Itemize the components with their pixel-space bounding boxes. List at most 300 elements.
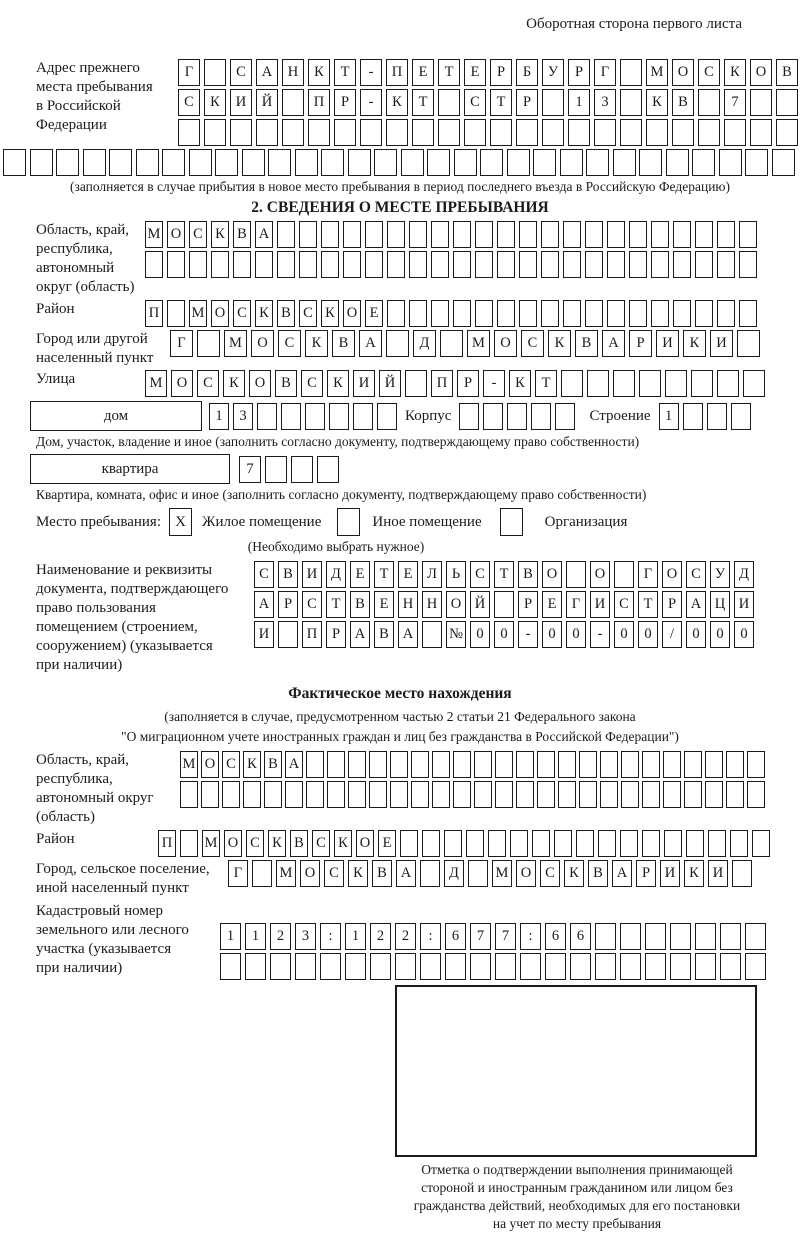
- char-cell[interactable]: [708, 830, 726, 857]
- char-cell[interactable]: [466, 830, 484, 857]
- char-cell[interactable]: [432, 751, 450, 778]
- char-cell[interactable]: [201, 781, 219, 808]
- char-cell[interactable]: [607, 221, 625, 248]
- char-cell[interactable]: К: [308, 59, 330, 86]
- char-cell[interactable]: С: [540, 860, 560, 887]
- char-cell[interactable]: К: [724, 59, 746, 86]
- char-cell[interactable]: [242, 149, 265, 176]
- char-cell[interactable]: [663, 751, 681, 778]
- char-cell[interactable]: [343, 221, 361, 248]
- char-cell[interactable]: [278, 621, 298, 648]
- char-cell[interactable]: [321, 149, 344, 176]
- char-cell[interactable]: [345, 953, 366, 980]
- char-cell[interactable]: [409, 251, 427, 278]
- char-cell[interactable]: Й: [379, 370, 401, 397]
- char-cell[interactable]: К: [268, 830, 286, 857]
- char-cell[interactable]: [666, 149, 689, 176]
- char-cell[interactable]: [3, 149, 26, 176]
- char-cell[interactable]: [387, 251, 405, 278]
- char-cell[interactable]: [360, 119, 382, 146]
- char-cell[interactable]: Р: [457, 370, 479, 397]
- char-cell[interactable]: [145, 251, 163, 278]
- char-cell[interactable]: Г: [594, 59, 616, 86]
- char-cell[interactable]: Т: [490, 89, 512, 116]
- char-cell[interactable]: :: [520, 923, 541, 950]
- char-cell[interactable]: [401, 149, 424, 176]
- char-cell[interactable]: [167, 300, 185, 327]
- char-cell[interactable]: Т: [334, 59, 356, 86]
- char-cell[interactable]: [369, 781, 387, 808]
- char-cell[interactable]: С: [299, 300, 317, 327]
- char-cell[interactable]: Р: [490, 59, 512, 86]
- char-cell[interactable]: [717, 251, 735, 278]
- char-cell[interactable]: [600, 781, 618, 808]
- char-cell[interactable]: С: [614, 591, 634, 618]
- char-cell[interactable]: [277, 251, 295, 278]
- char-cell[interactable]: Т: [494, 561, 514, 588]
- char-cell[interactable]: [695, 300, 713, 327]
- char-cell[interactable]: [390, 781, 408, 808]
- char-cell[interactable]: [642, 781, 660, 808]
- char-cell[interactable]: [453, 300, 471, 327]
- char-cell[interactable]: Р: [326, 621, 346, 648]
- char-cell[interactable]: [400, 830, 418, 857]
- char-cell[interactable]: 1: [568, 89, 590, 116]
- char-cell[interactable]: [519, 300, 537, 327]
- char-cell[interactable]: [595, 923, 616, 950]
- char-cell[interactable]: [613, 370, 635, 397]
- char-cell[interactable]: [695, 251, 713, 278]
- char-cell[interactable]: [348, 149, 371, 176]
- checkbox-residential[interactable]: X: [169, 508, 192, 536]
- char-cell[interactable]: [306, 781, 324, 808]
- char-cell[interactable]: О: [171, 370, 193, 397]
- char-cell[interactable]: [673, 251, 691, 278]
- char-cell[interactable]: Т: [374, 561, 394, 588]
- char-cell[interactable]: С: [233, 300, 251, 327]
- char-cell[interactable]: [705, 781, 723, 808]
- char-cell[interactable]: 1: [209, 403, 229, 430]
- char-cell[interactable]: [717, 300, 735, 327]
- char-cell[interactable]: [533, 149, 556, 176]
- checkbox-other-premises[interactable]: [337, 508, 360, 536]
- char-cell[interactable]: [545, 953, 566, 980]
- char-cell[interactable]: [695, 953, 716, 980]
- char-cell[interactable]: [587, 370, 609, 397]
- char-cell[interactable]: О: [300, 860, 320, 887]
- char-cell[interactable]: К: [646, 89, 668, 116]
- char-cell[interactable]: И: [710, 330, 733, 357]
- char-cell[interactable]: [422, 621, 442, 648]
- char-cell[interactable]: 0: [710, 621, 730, 648]
- char-cell[interactable]: [305, 403, 325, 430]
- char-cell[interactable]: [665, 370, 687, 397]
- char-cell[interactable]: [395, 953, 416, 980]
- char-cell[interactable]: 2: [270, 923, 291, 950]
- char-cell[interactable]: В: [278, 561, 298, 588]
- char-cell[interactable]: [299, 221, 317, 248]
- char-cell[interactable]: [431, 300, 449, 327]
- char-cell[interactable]: [440, 330, 463, 357]
- char-cell[interactable]: [474, 751, 492, 778]
- char-cell[interactable]: [560, 149, 583, 176]
- char-cell[interactable]: -: [360, 59, 382, 86]
- char-cell[interactable]: С: [278, 330, 301, 357]
- char-cell[interactable]: К: [683, 330, 706, 357]
- char-cell[interactable]: О: [662, 561, 682, 588]
- char-cell[interactable]: [497, 221, 515, 248]
- char-cell[interactable]: [692, 149, 715, 176]
- char-cell[interactable]: [621, 751, 639, 778]
- char-cell[interactable]: [629, 251, 647, 278]
- char-cell[interactable]: 1: [659, 403, 679, 430]
- char-cell[interactable]: [670, 953, 691, 980]
- char-cell[interactable]: С: [246, 830, 264, 857]
- char-cell[interactable]: [537, 751, 555, 778]
- char-cell[interactable]: [475, 221, 493, 248]
- char-cell[interactable]: [739, 251, 757, 278]
- char-cell[interactable]: [189, 251, 207, 278]
- char-cell[interactable]: [453, 251, 471, 278]
- char-cell[interactable]: [420, 860, 440, 887]
- char-cell[interactable]: :: [320, 923, 341, 950]
- char-cell[interactable]: [204, 59, 226, 86]
- char-cell[interactable]: [698, 119, 720, 146]
- char-cell[interactable]: [377, 403, 397, 430]
- char-cell[interactable]: [691, 370, 713, 397]
- char-cell[interactable]: [495, 781, 513, 808]
- char-cell[interactable]: [180, 830, 198, 857]
- char-cell[interactable]: [386, 330, 409, 357]
- char-cell[interactable]: К: [204, 89, 226, 116]
- char-cell[interactable]: [730, 830, 748, 857]
- char-cell[interactable]: 0: [470, 621, 490, 648]
- char-cell[interactable]: [409, 221, 427, 248]
- char-cell[interactable]: [541, 251, 559, 278]
- char-cell[interactable]: [645, 923, 666, 950]
- char-cell[interactable]: Ь: [446, 561, 466, 588]
- char-cell[interactable]: [30, 149, 53, 176]
- char-cell[interactable]: [327, 751, 345, 778]
- char-cell[interactable]: [510, 830, 528, 857]
- char-cell[interactable]: [438, 89, 460, 116]
- char-cell[interactable]: 0: [638, 621, 658, 648]
- char-cell[interactable]: [745, 149, 768, 176]
- char-cell[interactable]: [585, 221, 603, 248]
- char-cell[interactable]: К: [243, 751, 261, 778]
- char-cell[interactable]: О: [224, 830, 242, 857]
- char-cell[interactable]: Е: [398, 561, 418, 588]
- char-cell[interactable]: [387, 300, 405, 327]
- char-cell[interactable]: [334, 119, 356, 146]
- char-cell[interactable]: Р: [662, 591, 682, 618]
- char-cell[interactable]: [585, 300, 603, 327]
- char-cell[interactable]: [243, 781, 261, 808]
- house-type-box[interactable]: дом: [30, 401, 202, 431]
- char-cell[interactable]: [369, 751, 387, 778]
- char-cell[interactable]: О: [590, 561, 610, 588]
- char-cell[interactable]: С: [301, 370, 323, 397]
- char-cell[interactable]: 3: [594, 89, 616, 116]
- char-cell[interactable]: И: [656, 330, 679, 357]
- char-cell[interactable]: Д: [413, 330, 436, 357]
- char-cell[interactable]: [488, 830, 506, 857]
- char-cell[interactable]: М: [467, 330, 490, 357]
- char-cell[interactable]: [222, 781, 240, 808]
- char-cell[interactable]: [570, 953, 591, 980]
- char-cell[interactable]: К: [348, 860, 368, 887]
- char-cell[interactable]: [772, 149, 795, 176]
- char-cell[interactable]: [726, 781, 744, 808]
- char-cell[interactable]: [431, 251, 449, 278]
- char-cell[interactable]: Р: [629, 330, 652, 357]
- char-cell[interactable]: [720, 923, 741, 950]
- char-cell[interactable]: [541, 300, 559, 327]
- char-cell[interactable]: 2: [395, 923, 416, 950]
- char-cell[interactable]: С: [698, 59, 720, 86]
- char-cell[interactable]: [554, 830, 572, 857]
- char-cell[interactable]: [483, 403, 503, 430]
- char-cell[interactable]: Т: [438, 59, 460, 86]
- char-cell[interactable]: С: [312, 830, 330, 857]
- char-cell[interactable]: [257, 403, 277, 430]
- char-cell[interactable]: [353, 403, 373, 430]
- char-cell[interactable]: С: [521, 330, 544, 357]
- char-cell[interactable]: [717, 370, 739, 397]
- char-cell[interactable]: С: [222, 751, 240, 778]
- char-cell[interactable]: [651, 221, 669, 248]
- char-cell[interactable]: О: [251, 330, 274, 357]
- char-cell[interactable]: М: [145, 221, 163, 248]
- char-cell[interactable]: С: [189, 221, 207, 248]
- char-cell[interactable]: [576, 830, 594, 857]
- char-cell[interactable]: [672, 119, 694, 146]
- char-cell[interactable]: [295, 149, 318, 176]
- char-cell[interactable]: [752, 830, 770, 857]
- char-cell[interactable]: К: [211, 221, 229, 248]
- char-cell[interactable]: [83, 149, 106, 176]
- char-cell[interactable]: -: [483, 370, 505, 397]
- char-cell[interactable]: [444, 830, 462, 857]
- char-cell[interactable]: 6: [545, 923, 566, 950]
- char-cell[interactable]: [686, 830, 704, 857]
- char-cell[interactable]: [432, 781, 450, 808]
- char-cell[interactable]: Л: [422, 561, 442, 588]
- char-cell[interactable]: [563, 251, 581, 278]
- char-cell[interactable]: Е: [374, 591, 394, 618]
- char-cell[interactable]: 6: [445, 923, 466, 950]
- char-cell[interactable]: [673, 300, 691, 327]
- char-cell[interactable]: [646, 119, 668, 146]
- char-cell[interactable]: А: [612, 860, 632, 887]
- char-cell[interactable]: Р: [278, 591, 298, 618]
- char-cell[interactable]: [720, 953, 741, 980]
- char-cell[interactable]: К: [305, 330, 328, 357]
- char-cell[interactable]: [566, 561, 586, 588]
- char-cell[interactable]: Р: [334, 89, 356, 116]
- char-cell[interactable]: [598, 830, 616, 857]
- char-cell[interactable]: [211, 251, 229, 278]
- char-cell[interactable]: Г: [178, 59, 200, 86]
- char-cell[interactable]: С: [197, 370, 219, 397]
- char-cell[interactable]: [642, 751, 660, 778]
- char-cell[interactable]: Т: [412, 89, 434, 116]
- char-cell[interactable]: Н: [398, 591, 418, 618]
- char-cell[interactable]: К: [321, 300, 339, 327]
- char-cell[interactable]: [390, 751, 408, 778]
- char-cell[interactable]: Н: [422, 591, 442, 618]
- char-cell[interactable]: С: [324, 860, 344, 887]
- char-cell[interactable]: [480, 149, 503, 176]
- char-cell[interactable]: [642, 830, 660, 857]
- char-cell[interactable]: [516, 119, 538, 146]
- char-cell[interactable]: М: [189, 300, 207, 327]
- char-cell[interactable]: П: [386, 59, 408, 86]
- char-cell[interactable]: [453, 751, 471, 778]
- char-cell[interactable]: [555, 403, 575, 430]
- char-cell[interactable]: А: [398, 621, 418, 648]
- char-cell[interactable]: [317, 456, 339, 483]
- char-cell[interactable]: О: [494, 330, 517, 357]
- char-cell[interactable]: Е: [412, 59, 434, 86]
- char-cell[interactable]: [726, 751, 744, 778]
- char-cell[interactable]: [542, 119, 564, 146]
- char-cell[interactable]: 0: [494, 621, 514, 648]
- char-cell[interactable]: О: [672, 59, 694, 86]
- char-cell[interactable]: [520, 953, 541, 980]
- char-cell[interactable]: 6: [570, 923, 591, 950]
- char-cell[interactable]: П: [158, 830, 176, 857]
- char-cell[interactable]: М: [180, 751, 198, 778]
- char-cell[interactable]: [776, 119, 798, 146]
- char-cell[interactable]: [620, 119, 642, 146]
- char-cell[interactable]: [739, 300, 757, 327]
- char-cell[interactable]: [348, 751, 366, 778]
- char-cell[interactable]: И: [353, 370, 375, 397]
- char-cell[interactable]: [277, 221, 295, 248]
- char-cell[interactable]: 3: [233, 403, 253, 430]
- char-cell[interactable]: 0: [614, 621, 634, 648]
- char-cell[interactable]: [607, 300, 625, 327]
- char-cell[interactable]: [256, 119, 278, 146]
- char-cell[interactable]: [585, 251, 603, 278]
- char-cell[interactable]: [343, 251, 361, 278]
- char-cell[interactable]: Г: [170, 330, 193, 357]
- char-cell[interactable]: 7: [724, 89, 746, 116]
- char-cell[interactable]: В: [332, 330, 355, 357]
- char-cell[interactable]: [490, 119, 512, 146]
- char-cell[interactable]: [189, 149, 212, 176]
- char-cell[interactable]: [698, 89, 720, 116]
- char-cell[interactable]: [563, 300, 581, 327]
- char-cell[interactable]: А: [254, 591, 274, 618]
- char-cell[interactable]: [724, 119, 746, 146]
- char-cell[interactable]: А: [686, 591, 706, 618]
- char-cell[interactable]: А: [359, 330, 382, 357]
- char-cell[interactable]: :: [420, 923, 441, 950]
- char-cell[interactable]: Е: [542, 591, 562, 618]
- char-cell[interactable]: В: [372, 860, 392, 887]
- char-cell[interactable]: [468, 860, 488, 887]
- char-cell[interactable]: Р: [568, 59, 590, 86]
- char-cell[interactable]: [162, 149, 185, 176]
- char-cell[interactable]: О: [542, 561, 562, 588]
- char-cell[interactable]: [412, 119, 434, 146]
- char-cell[interactable]: [497, 251, 515, 278]
- char-cell[interactable]: [56, 149, 79, 176]
- apartment-type-box[interactable]: квартира: [30, 454, 230, 484]
- char-cell[interactable]: -: [360, 89, 382, 116]
- char-cell[interactable]: [180, 781, 198, 808]
- char-cell[interactable]: К: [684, 860, 704, 887]
- char-cell[interactable]: [230, 119, 252, 146]
- char-cell[interactable]: М: [224, 330, 247, 357]
- char-cell[interactable]: 7: [239, 456, 261, 483]
- char-cell[interactable]: [745, 953, 766, 980]
- char-cell[interactable]: В: [776, 59, 798, 86]
- char-cell[interactable]: -: [518, 621, 538, 648]
- char-cell[interactable]: А: [256, 59, 278, 86]
- char-cell[interactable]: П: [431, 370, 453, 397]
- char-cell[interactable]: [321, 251, 339, 278]
- char-cell[interactable]: Р: [636, 860, 656, 887]
- char-cell[interactable]: [265, 456, 287, 483]
- char-cell[interactable]: [745, 923, 766, 950]
- char-cell[interactable]: [411, 751, 429, 778]
- char-cell[interactable]: О: [446, 591, 466, 618]
- char-cell[interactable]: 1: [220, 923, 241, 950]
- char-cell[interactable]: [215, 149, 238, 176]
- char-cell[interactable]: [558, 781, 576, 808]
- char-cell[interactable]: [454, 149, 477, 176]
- char-cell[interactable]: [475, 251, 493, 278]
- char-cell[interactable]: [494, 591, 514, 618]
- char-cell[interactable]: [495, 953, 516, 980]
- char-cell[interactable]: М: [145, 370, 167, 397]
- char-cell[interactable]: В: [233, 221, 251, 248]
- char-cell[interactable]: [684, 781, 702, 808]
- char-cell[interactable]: [475, 300, 493, 327]
- char-cell[interactable]: У: [710, 561, 730, 588]
- char-cell[interactable]: [594, 119, 616, 146]
- char-cell[interactable]: И: [660, 860, 680, 887]
- char-cell[interactable]: [411, 781, 429, 808]
- char-cell[interactable]: [651, 251, 669, 278]
- char-cell[interactable]: [519, 221, 537, 248]
- char-cell[interactable]: [422, 830, 440, 857]
- char-cell[interactable]: М: [646, 59, 668, 86]
- char-cell[interactable]: М: [202, 830, 220, 857]
- char-cell[interactable]: [365, 251, 383, 278]
- char-cell[interactable]: [281, 403, 301, 430]
- char-cell[interactable]: [409, 300, 427, 327]
- char-cell[interactable]: К: [386, 89, 408, 116]
- char-cell[interactable]: [438, 119, 460, 146]
- char-cell[interactable]: [109, 149, 132, 176]
- char-cell[interactable]: В: [275, 370, 297, 397]
- char-cell[interactable]: С: [230, 59, 252, 86]
- char-cell[interactable]: С: [464, 89, 486, 116]
- char-cell[interactable]: [747, 751, 765, 778]
- char-cell[interactable]: [664, 830, 682, 857]
- char-cell[interactable]: [405, 370, 427, 397]
- char-cell[interactable]: [178, 119, 200, 146]
- char-cell[interactable]: [427, 149, 450, 176]
- char-cell[interactable]: М: [492, 860, 512, 887]
- char-cell[interactable]: К: [564, 860, 584, 887]
- char-cell[interactable]: [705, 751, 723, 778]
- char-cell[interactable]: [329, 403, 349, 430]
